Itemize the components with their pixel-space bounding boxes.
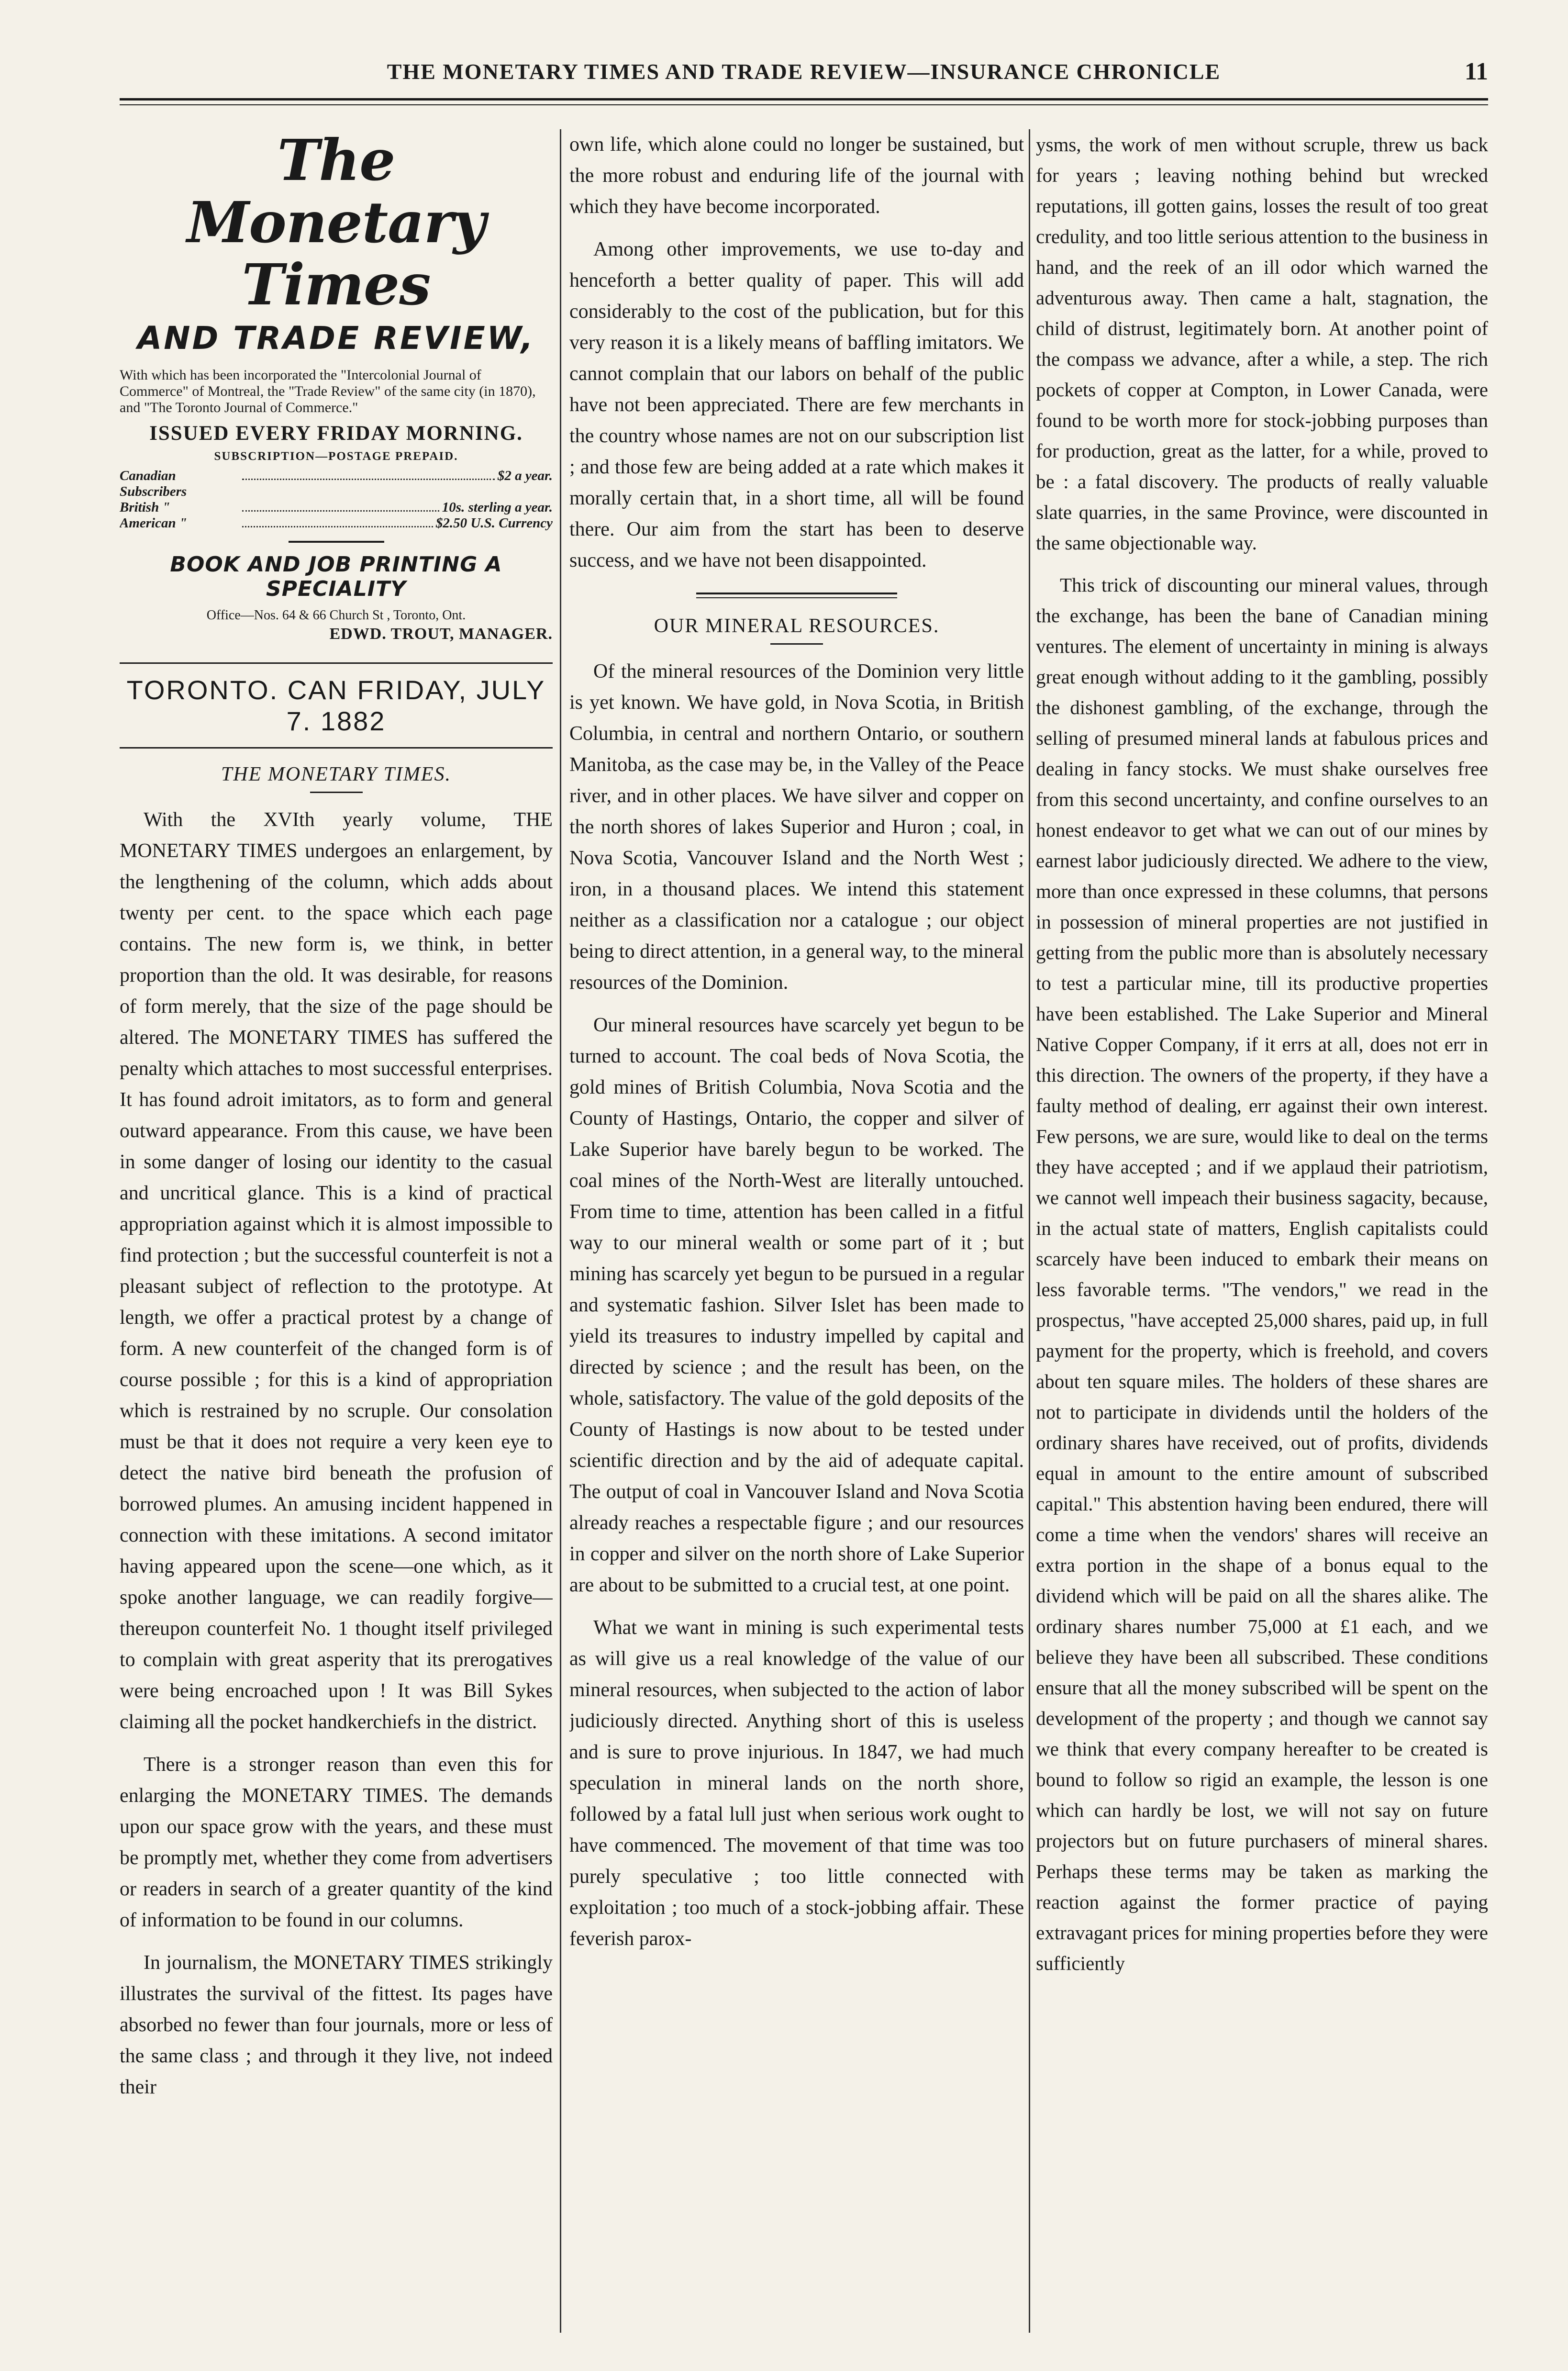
subscription-heading: SUBSCRIPTION—POSTAGE PREPAID. [214, 450, 458, 463]
running-title: THE MONETARY TIMES AND TRADE REVIEW—INSURANCE CHRONICLE [387, 59, 1221, 84]
article-paragraph: In journalism, the MONETARY TIMES strikingly illustrates the survival of the fittest. Its pages have absorbed no fewer than four journals, more or less of the same class ; and through it they live, not indeed their [120, 1952, 553, 2098]
column-rule [1029, 129, 1030, 2333]
article-separator [696, 593, 897, 598]
article-paragraph: Among other improvements, we use to-day and henceforth a better quality of paper. This will add considerably to the cost of the publication, but for this very reason it is a likely means of baffling imitators. We cannot complain that our labors on behalf of the public have not been appreciated. There are few merchants in the country whose names are not on our subscription list ; and those few are being added at a rate which makes it morally certain that, in a short time, all will be found there. Our aim from the start has been to deserve success, and we have not been disappointed. [569, 238, 1024, 571]
article-heading: OUR MINERAL RESOURCES. [654, 615, 940, 637]
heading-rule [770, 643, 823, 645]
divider [289, 541, 384, 543]
rate-row [120, 500, 553, 515]
issued-line: ISSUED EVERY FRIDAY MORNING. [149, 422, 523, 445]
rate-price: 10s. sterling a year. [442, 500, 553, 515]
masthead [120, 129, 553, 749]
rate-price: $2.50 U.S. Currency [435, 515, 553, 531]
rate-price: $2 a year. [497, 468, 553, 483]
article-paragraph: ysms, the work of men without scruple, threw us back for years ; leaving nothing behind but wrecked reputations, ill gotten gains, losses the result of too great credulity, and too little serious attention to the business in hand, and the reek of an ill odor which warned the adventurous away. Then came a halt, stagnation, the child of distrust, legitimately born. At another point of the compass we advance, after a while, a step. The rich pockets of copper at Compton, in Lower Canada, were found to be worth more for stock-jobbing purposes than for production, great as the latter, for a while, proved to be : a fatal discovery. The products of really valuable slate quarries, in the same Province, were discounted in the same objectionable way. [1036, 134, 1488, 554]
column-3 [1036, 129, 1488, 2333]
column-2 [569, 129, 1024, 2333]
incorporation-notice: With which has been incorporated the "Intercolonial Journal of Commerce" of Montreal, the "Trade Review" of the same city (in 1870), and "The Toronto Journal of Commerce." [120, 367, 536, 415]
masthead-title: The Monetary Times [187, 129, 486, 318]
printing-notice: BOOK AND JOB PRINTING A SPECIALITY [170, 552, 502, 601]
manager-name: EDWD. TROUT, MANAGER. [329, 625, 553, 643]
article-paragraph: With the XVIth yearly volume, THE MONETARY TIMES undergoes an enlargement, by the lengthening of the column, which adds about twenty per cent. to the space which each page contains. The new form is, we think, in better proportion than the old. It was desirable, for reasons of form merely, that the size of the page should be altered. The MONETARY TIMES has suffered the penalty which attaches to most successful enterprises. It has found adroit imitators, as to form and general outward appearance. From this cause, we have been in some danger of losing our identity to the casual and uncritical glance. This is a kind of practical appropriation against which it is almost impossible to find protection ; but the successful counterfeit is not a pleasant subject of reflection to the prototype. At length, we offer a practical protest by a change of form. A new counterfeit of the changed form is of course possible ; for this is a kind of appropriation which is restrained by no scruple. Our consolation must be that it does not require a very keen eye to detect the native bird beneath the profusion of borrowed plumes. An amusing incident happened in connection with these imitations. A second imitator having appeared upon the scene—one which, as it spoke another language, we can readily forgive—thereupon counterfeit No. 1 thought itself privileged to complain with great asperity that its prerogatives were being encroached upon ! It was Bill Sykes claiming all the pocket handkerchiefs in the district. [120, 809, 553, 1733]
office-address: Office—Nos. 64 & 66 Church St , Toronto, Ont. [206, 608, 466, 623]
article-paragraph: This trick of discounting our mineral values, through the exchange, has been the bane of Canadian mining ventures. The element of uncertainty in mining is always great enough without adding to it the gambling, possibly the dishonest gambling, of the exchange, through the selling of presumed mineral lands at fabulous prices and dealing in fancy stocks. We must shake ourselves free from this second uncertainty, and confine ourselves to an honest endeavor to get what we can out of our mines by earnest labor judiciously directed. We adhere to the view, more than once expressed in these columns, that persons in possession of mineral properties are not justified in getting from the public more than is absolutely necessary to test a particular mine, till its productive properties have been established. The Lake Superior and Mineral Native Copper Company, if it errs at all, does not err in this direction. The owners of the property, if they have a faulty method of dealing, err against their own interest. Few persons, we are sure, would like to deal on the terms they have accepted ; and if we applaud their patriotism, we cannot well impeach their business sagacity, because, in the actual state of matters, English capitalists could scarcely have been induced to embark their means on less favorable terms. "The vendors," we read in the prospectus, "have accepted 25,000 shares, paid up, in full payment for the property, which is freehold, and covers about ten square miles. The holders of these shares are not to participate in dividends until the holders of the ordinary shares have received, out of profits, dividends equal in amount to the entire amount of subscribed capital." This abstention having been endured, there will come a time when the vendors' shares will receive an extra portion in the shape of a bonus equal to the dividend which will be paid on all the shares alike. The ordinary shares number 75,000 at £1 each, and we believe they have been all subscribed. These conditions ensure that all the money subscribed will be spent on the development of the property ; and though we cannot say we think that every company hereafter to be created is bound to follow so rigid an example, the lesson is one which can hardly be lost, we will not say on future projectors but on future purchasers of mineral shares. Perhaps these terms may be taken as marking the reaction against the former practice of paying extravagant prices for mining properties before they were sufficiently [1036, 574, 1488, 1974]
rate-subscriber: British " [120, 500, 170, 515]
masthead-subtitle: AND TRADE REVIEW, [137, 320, 535, 357]
header-rule-thin [120, 104, 1488, 105]
rate-subscriber: American " [120, 515, 187, 531]
column-1 [120, 129, 553, 2333]
dateline: TORONTO. CAN FRIDAY, JULY 7. 1882 [120, 662, 553, 749]
article-paragraph: own life, which alone could no longer be sustained, but the more robust and enduring life of the journal with which they have become incorporated. [569, 134, 1024, 218]
article-heading: THE MONETARY TIMES. [221, 763, 451, 785]
article-paragraph: Our mineral resources have scarcely yet begun to be turned to account. The coal beds of Nova Scotia, the gold mines of British Columbia, Nova Scotia and the County of Hastings, Ontario, the copper and silver of Lake Superior have barely begun to be worked. The coal mines of the North-West are literally untouched. From time to time, attention has been called in a fitful way to our mineral wealth or some part of it ; but mining has scarcely yet begun to be pursued in a regular and systematic fashion. Silver Islet has been made to yield its treasures to industry impelled by capital and directed by science ; and the result has been, on the whole, satisfactory. The value of the gold deposits of the County of Hastings is now about to be tested under scientific direction and by the aid of adequate capital. The output of coal in Vancouver Island and Nova Scotia already reaches a respectable figure ; and our resources in copper and silver on the north shore of Lake Superior are about to be submitted to a crucial test, at one point. [569, 1014, 1024, 1596]
rate-row [120, 515, 553, 531]
heading-rule [310, 792, 363, 793]
rate-subscriber: Canadian Subscribers [120, 468, 187, 499]
subscription-rates [120, 468, 553, 531]
rate-row [120, 468, 553, 500]
column-rule [560, 129, 561, 2333]
header-rule [120, 98, 1488, 101]
running-head [120, 53, 1488, 91]
article-paragraph: There is a stronger reason than even this for enlarging the MONETARY TIMES. The demands upon our space grow with the years, and these must be promptly met, whether they come from advertisers or readers in search of a greater quantity of the kind of information to be found in our columns. [120, 1754, 553, 1931]
article-paragraph: What we want in mining is such experimental tests as will give us a real knowledge of the value of our mineral resources, when subjected to the action of labor judiciously directed. Anything short of this is useless and is sure to prove injurious. In 1847, we had much speculation in mineral lands on the north shore, followed by a fatal lull just when serious work ought to have commenced. The movement of that time was too purely speculative ; too little connected with exploitation ; too much of a stock-jobbing affair. These feverish parox- [569, 1617, 1024, 1950]
page-number: 11 [1464, 58, 1488, 85]
article-paragraph: Of the mineral resources of the Dominion very little is yet known. We have gold, in Nova Scotia, in British Columbia, in central and northern Ontario, or southern Manitoba, as the case may be, in the Valley of the Peace river, and in other places. We have silver and copper on the north shores of lakes Superior and Huron ; coal, in Nova Scotia, Vancouver Island and the North West ; iron, in a thousand places. We intend this statement neither as a classification nor a catalogue ; our object being to direct attention, in a general way, to the mineral resources of the Dominion. [569, 660, 1024, 994]
